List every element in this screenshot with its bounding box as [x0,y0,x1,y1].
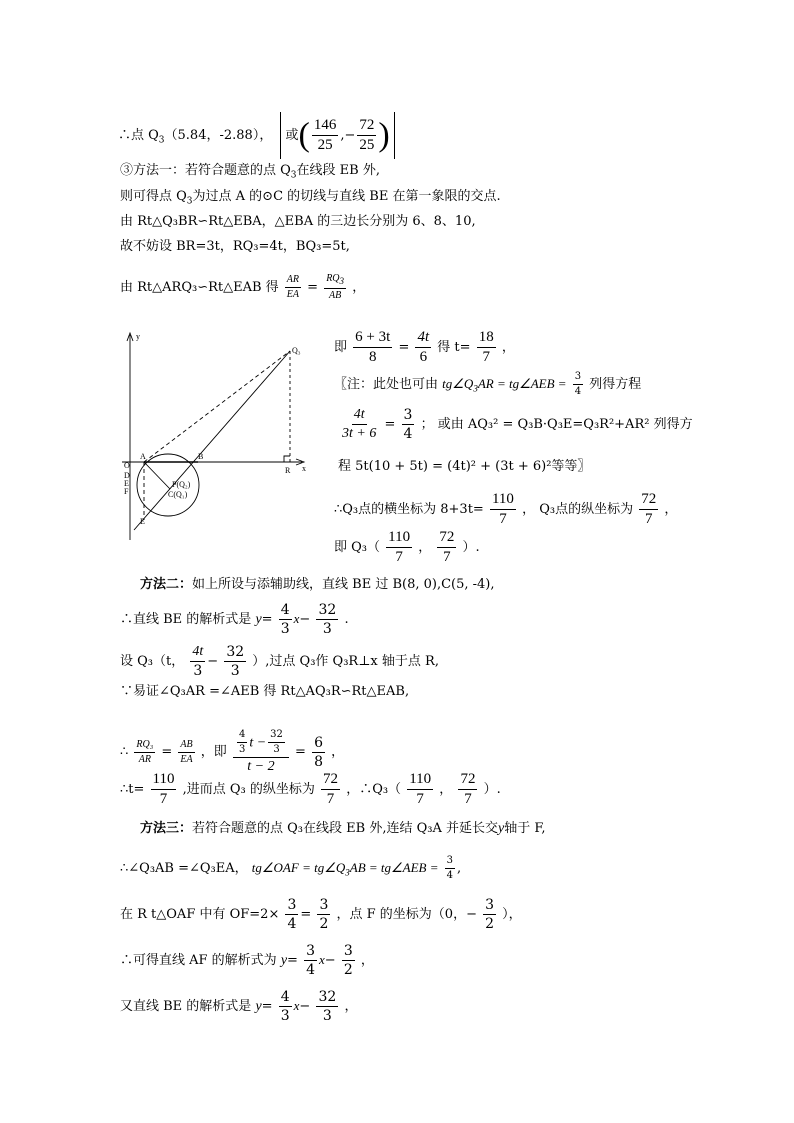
solve-t: 即 $\frac{6 + 3t}{8}$ = $\frac{4t}{6}$ 得 t= $\frac{18}{7}$ ， [334,329,515,365]
fig-label-p: P(Q₂) [172,480,191,489]
note-line2: $\frac{4t}{3t + 6}$ = $\frac{3}{4}$ ； 或由 AQ₃² = Q₃B·Q₃E=Q₃R²+AR² 列得方 [342,407,693,442]
method-two-ratio: ∴ $\frac{\text{RQ₃}}{AR}$ = $\frac{AB}{EA}$ ，即 $\frac{4}{3}$ t − $\frac{32}{3}$ t − 2 = $\frac{6}{8}$ ， [120,729,345,774]
alt-answer-bracket: 或( $\frac{146}{25}$ ,− $\frac{72}{25}$ ) [280,112,394,159]
method-three-of: 在 R t△OAF 中有 OF=2× $\frac{3}{4}$ = $\frac{3}{2}$ ，点 F 的坐标为（0，− $\frac{3}{2}$ ）， [120,897,522,932]
method-two-set-q3: 设 Q₃（t， $\frac{4t}{3}$ − $\frac{32}{3}$ ）,过点 Q₃作 Q₃R⊥x 轴于点 R, [120,644,439,679]
fig-label-e2: E [140,517,145,526]
method-two-similar: ∵易证∠Q₃AR =∠AEB 得 Rt△AQ₃R∽Rt△EAB, [120,684,410,699]
method-three-af: ∴可得直线 AF 的解析式为 y= $\frac{3}{4}$ x− $\frac{3}{2}$ ， [120,943,374,978]
fig-label-f: F [124,487,129,496]
method-one-line3: 由 Rt△Q₃BR∽Rt△EBA，△EBA 的三边长分别为 6、8、10, [120,214,476,229]
fig-label-o: O [124,461,130,470]
note-line1: 〖注：此处也可由 $tg\angle Q_3AR$ = tg∠AEB = $\frac{3}{4}$ 列得方程 [334,371,642,397]
fig-label-e1: E [124,479,129,488]
line-q3-result: ∴点 $Q_3(5.84$，-2.88）， 或( $\frac{146}{25}$ ,− $\frac{72}{25}$ ) [118,112,395,159]
fig-label-q3: Q₃ [292,346,301,355]
geometry-figure [110,325,325,545]
fig-label-y: y [136,332,140,341]
method-two-line-be: ∴直线 BE 的解析式是 y= $\frac{4}{3}$ x− $\frac{32}{3}$ . [120,602,349,637]
fig-label-a: A [140,452,146,461]
method-two-intro: 方法二：如上所设与添辅助线，直线 BE 过 B(8, 0),C(5, -4), [140,577,495,592]
similar-triangle-ratio: 由 Rt△ARQ₃∽Rt△EAB 得 $\frac{AR}{EA}$ = $\frac{RQ_3}{AB}$ ， [120,273,366,301]
fig-label-r: R [285,466,291,475]
method-one-intro: ③方法一：若符合题意的点 $Q_3$在线段 EB 外, [120,163,380,181]
method-three-be: 又直线 BE 的解析式是 y= $\frac{4}{3}$ x− $\frac{32}{3}$ ， [120,989,358,1024]
fig-label-b: B [198,452,204,461]
fig-label-c: C(Q₁) [168,490,188,499]
method-three-intro: 方法三：若符合题意的点 Q₃在线段 EB 外,连结 Q₃A 并延长交y轴于 F, [140,821,546,836]
method-one-line2: 则可得点 $Q_3$为过点 A 的⊙C 的切线与直线 BE 在第一象限的交点. [120,189,501,207]
note-line3: 程 5t(10 + 5t) = (4t)² + (3t + 6)²等等〗 [338,459,591,474]
q3-coords: ∴Q₃点的横坐标为 8+3t= $\frac{110}{7}$ ， Q₃点的纵坐标为 $\frac{72}{7}$ ， [334,491,678,527]
method-one-line4: 故不妨设 BR=3t，RQ₃=4t，BQ₃=5t, [120,239,350,254]
method-three-tangent: ∴∠Q₃AB =∠Q₃EA， tg∠OAF = $tg\angle Q_3AB$ = tg∠AEB = $\frac{3}{4}$ , [120,855,462,881]
q3-point: 即 Q₃（ $\frac{110}{7}$ ， $\frac{72}{7}$ ）. [334,529,480,565]
method-two-result: ∴t= $\frac{110}{7}$ ,进而点 Q₃ 的纵坐标为 $\frac{72}{7}$ ，∴Q₃（ $\frac{110}{7}$ ， $\frac{72}{7}$ ）. [120,771,501,807]
fig-label-x: x [302,464,306,473]
fig-label-d: D [124,471,130,480]
